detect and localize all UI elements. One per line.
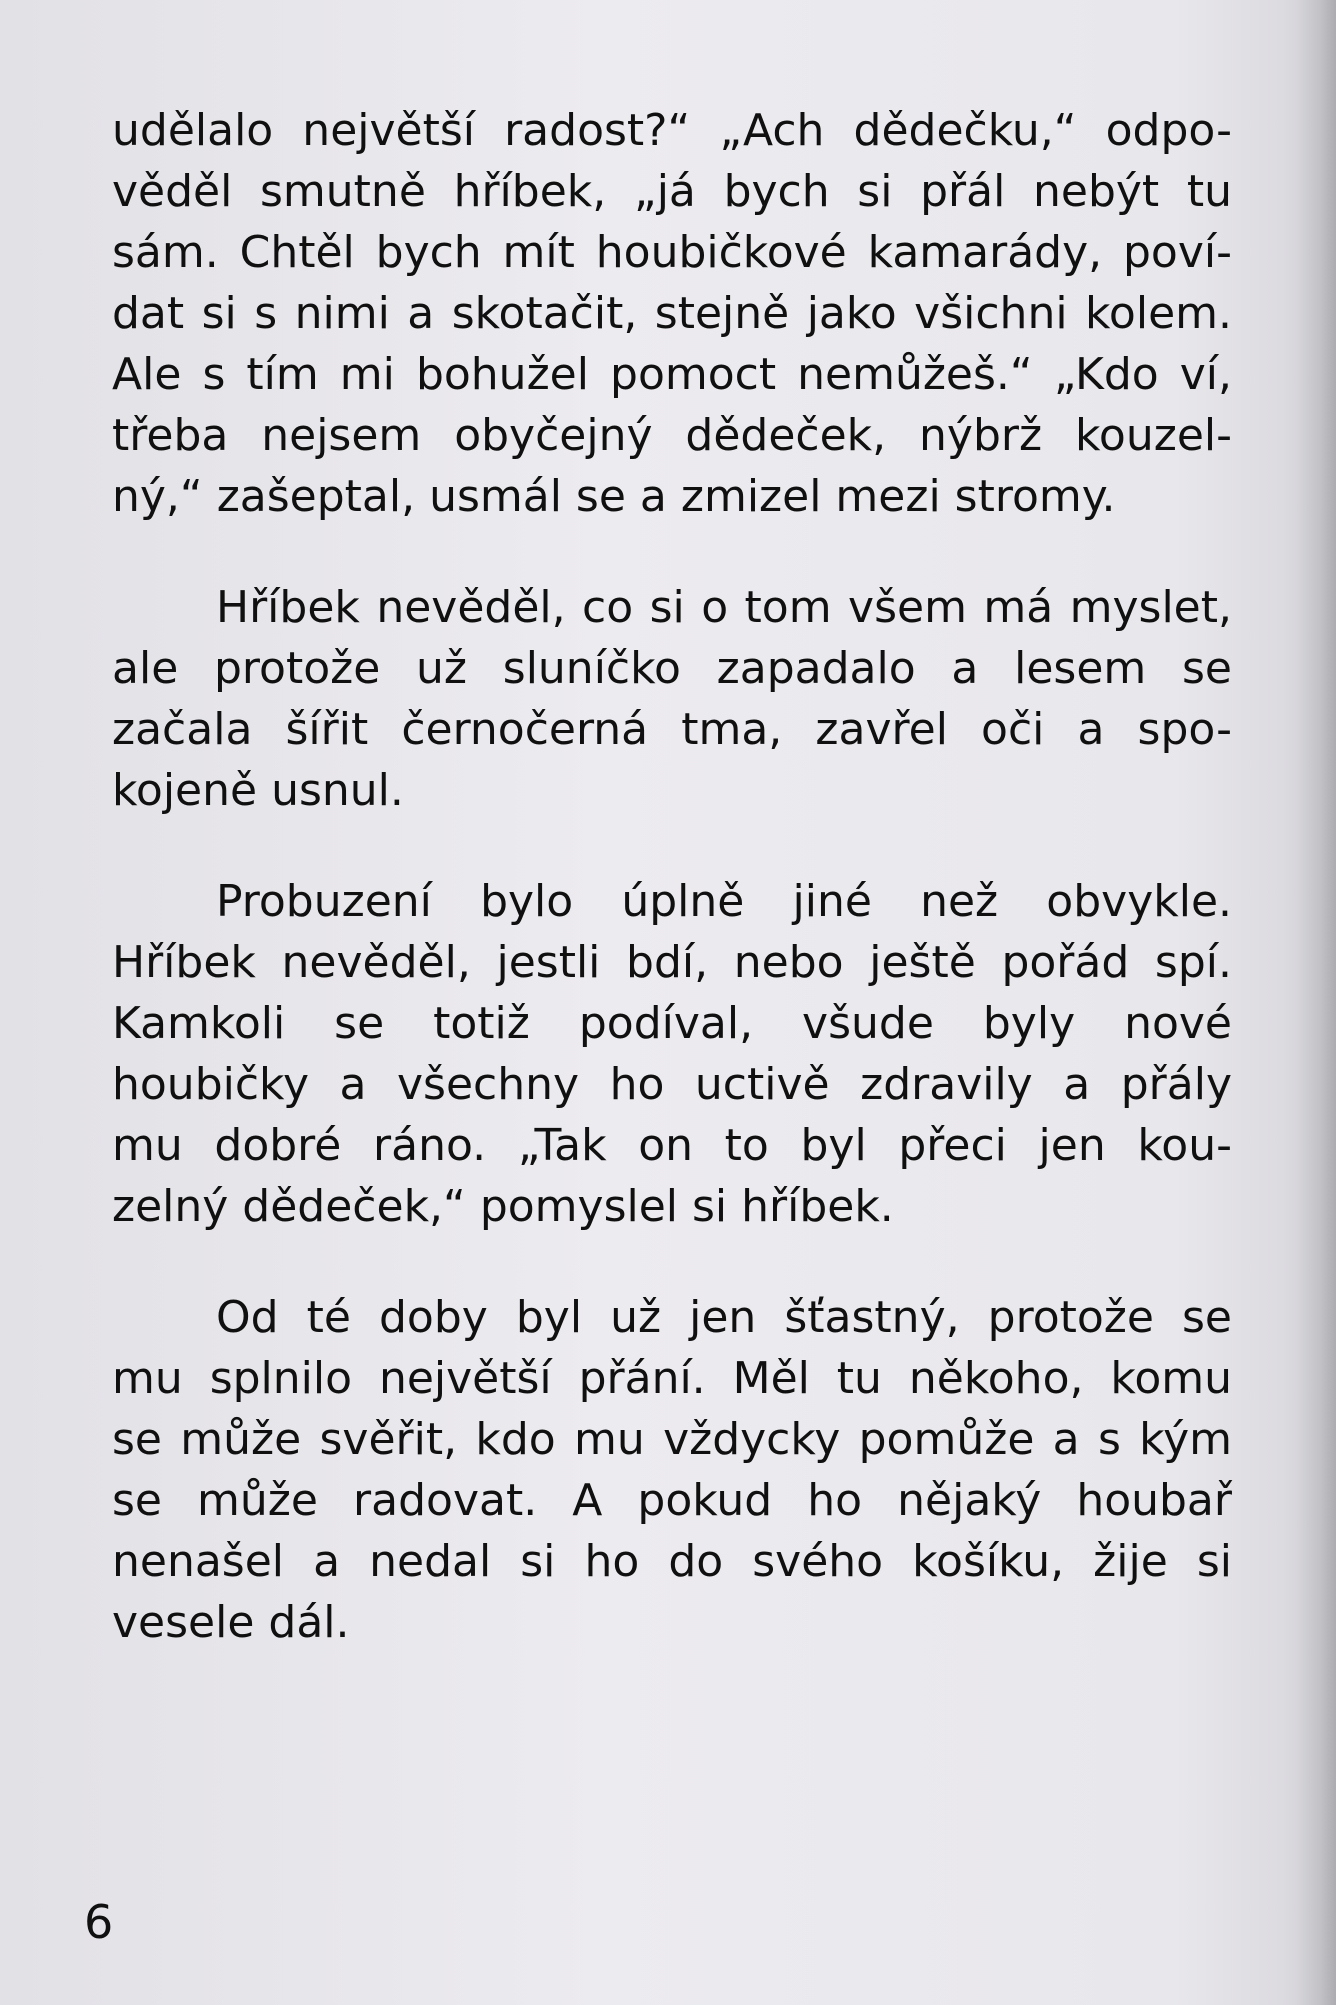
- text-line: třeba nejsem obyčejný dědeček, nýbrž kouzel-: [112, 410, 1232, 461]
- text-line: vesele dál.: [112, 1597, 350, 1648]
- text-line: se může svěřit, kdo mu vždycky pomůže a s kým: [112, 1414, 1232, 1465]
- text-line: udělalo největší radost?“ „Ach dědečku,“ odpo-: [112, 105, 1232, 156]
- text-line: Probuzení bylo úplně jiné než obvykle.: [216, 876, 1232, 927]
- story-text: [112, 100, 1232, 1653]
- text-line: Ale s tím mi bohužel pomoct nemůžeš.“ „Kdo ví,: [112, 349, 1232, 400]
- text-line: Hříbek nevěděl, jestli bdí, nebo ještě pořád spí.: [112, 937, 1232, 988]
- text-line: mu dobré ráno. „Tak on to byl přeci jen kou-: [112, 1120, 1232, 1171]
- paragraph-gap: [112, 1237, 1232, 1287]
- text-line: Kamkoli se totiž podíval, všude byly nové: [112, 998, 1232, 1049]
- paragraph-3: [112, 871, 1232, 1237]
- text-line: houbičky a všechny ho uctivě zdravily a přály: [112, 1059, 1232, 1110]
- paragraph-2: [112, 577, 1232, 821]
- paragraph-4: [112, 1287, 1232, 1653]
- text-line: kojeně usnul.: [112, 765, 404, 816]
- text-line: dat si s nimi a skotačit, stejně jako všichni kolem.: [112, 288, 1232, 339]
- text-line: ale protože už sluníčko zapadalo a lesem se: [112, 643, 1232, 694]
- paragraph-gap: [112, 527, 1232, 577]
- page-number: 6: [84, 1895, 114, 1949]
- paragraph-1: [112, 100, 1232, 527]
- text-line: Hříbek nevěděl, co si o tom všem má myslet,: [216, 582, 1232, 633]
- text-line: věděl smutně hříbek, „já bych si přál nebýt tu: [112, 166, 1232, 217]
- text-line: sám. Chtěl bych mít houbičkové kamarády, poví-: [112, 227, 1232, 278]
- text-line: se může radovat. A pokud ho nějaký houbař: [112, 1475, 1232, 1526]
- text-line: ný,“ zašeptal, usmál se a zmizel mezi stromy.: [112, 471, 1116, 522]
- text-line: začala šířit černočerná tma, zavřel oči a spo-: [112, 704, 1232, 755]
- paragraph-gap: [112, 821, 1232, 871]
- text-line: mu splnilo největší přání. Měl tu někoho, komu: [112, 1353, 1232, 1404]
- text-line: zelný dědeček,“ pomyslel si hříbek.: [112, 1181, 894, 1232]
- text-line: nenašel a nedal si ho do svého košíku, žije si: [112, 1536, 1232, 1587]
- page-edge-shadow: [1296, 0, 1336, 2005]
- text-line: Od té doby byl už jen šťastný, protože se: [216, 1292, 1232, 1343]
